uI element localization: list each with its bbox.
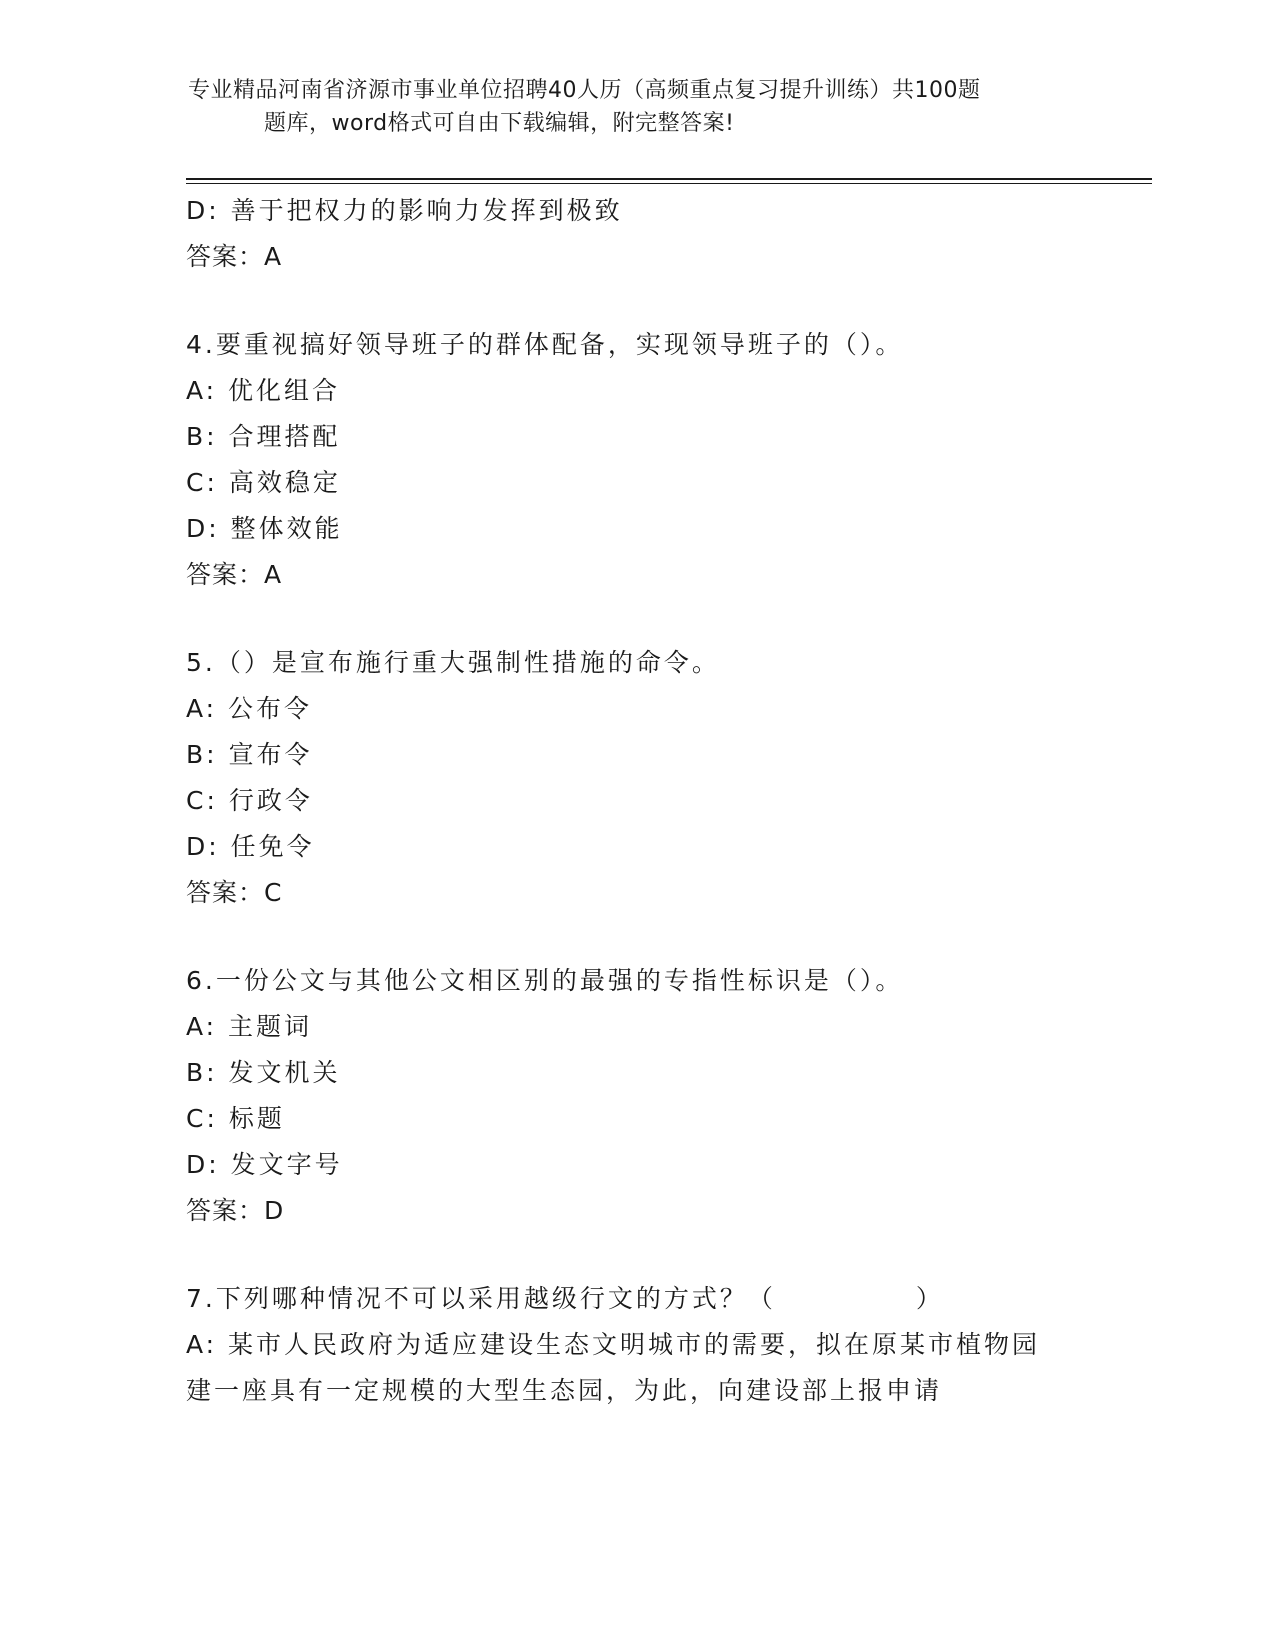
option-d: D: 整体效能 bbox=[186, 514, 343, 543]
q3-option-d: D: 善于把权力的影响力发挥到极致 bbox=[186, 196, 623, 225]
option-b: B: 宣布令 bbox=[186, 740, 313, 769]
question-stem: 7.下列哪种情况不可以采用越级行文的方式？（ ） bbox=[186, 1284, 944, 1313]
answer: 答案：D bbox=[186, 1196, 285, 1225]
option-c: C: 标题 bbox=[186, 1104, 285, 1133]
option-a-line1: A: 某市人民政府为适应建设生态文明城市的需要，拟在原某市植物园 bbox=[186, 1330, 1041, 1359]
header-divider-thin bbox=[186, 183, 1152, 184]
spacer bbox=[186, 1234, 1086, 1276]
q3-answer: 答案：A bbox=[186, 242, 283, 271]
answer: 答案：C bbox=[186, 878, 283, 907]
option-c: C: 高效稳定 bbox=[186, 468, 341, 497]
question-4 bbox=[186, 322, 1086, 598]
spacer bbox=[186, 280, 1086, 322]
document-body bbox=[186, 188, 1086, 1414]
question-stem: 5.（）是宣布施行重大强制性措施的命令。 bbox=[186, 648, 720, 677]
option-b: B: 合理搭配 bbox=[186, 422, 341, 451]
answer: 答案：A bbox=[186, 560, 283, 589]
spacer bbox=[186, 598, 1086, 640]
option-b: B: 发文机关 bbox=[186, 1058, 341, 1087]
header-title-line1: 专业精品河南省济源市事业单位招聘40人历（高频重点复习提升训练）共100题 bbox=[188, 78, 981, 103]
question-5 bbox=[186, 640, 1086, 916]
header-title-line2: 题库，word格式可自由下载编辑，附完整答案! bbox=[264, 111, 735, 136]
option-d: D: 任免令 bbox=[186, 832, 315, 861]
option-a: A: 优化组合 bbox=[186, 376, 341, 405]
question-stem: 4.要重视搞好领导班子的群体配备，实现领导班子的（）。 bbox=[186, 330, 904, 359]
question-stem: 6.一份公文与其他公文相区别的最强的专指性标识是（）。 bbox=[186, 966, 904, 995]
option-c: C: 行政令 bbox=[186, 786, 313, 815]
question-7 bbox=[186, 1276, 1086, 1414]
option-a: A: 公布令 bbox=[186, 694, 313, 723]
option-a: A: 主题词 bbox=[186, 1012, 313, 1041]
spacer bbox=[186, 916, 1086, 958]
option-d: D: 发文字号 bbox=[186, 1150, 343, 1179]
document-header bbox=[188, 74, 1088, 140]
question-6 bbox=[186, 958, 1086, 1234]
option-a-line2: 建一座具有一定规模的大型生态园，为此，向建设部上报申请 bbox=[186, 1376, 943, 1405]
header-divider-thick bbox=[186, 178, 1152, 180]
